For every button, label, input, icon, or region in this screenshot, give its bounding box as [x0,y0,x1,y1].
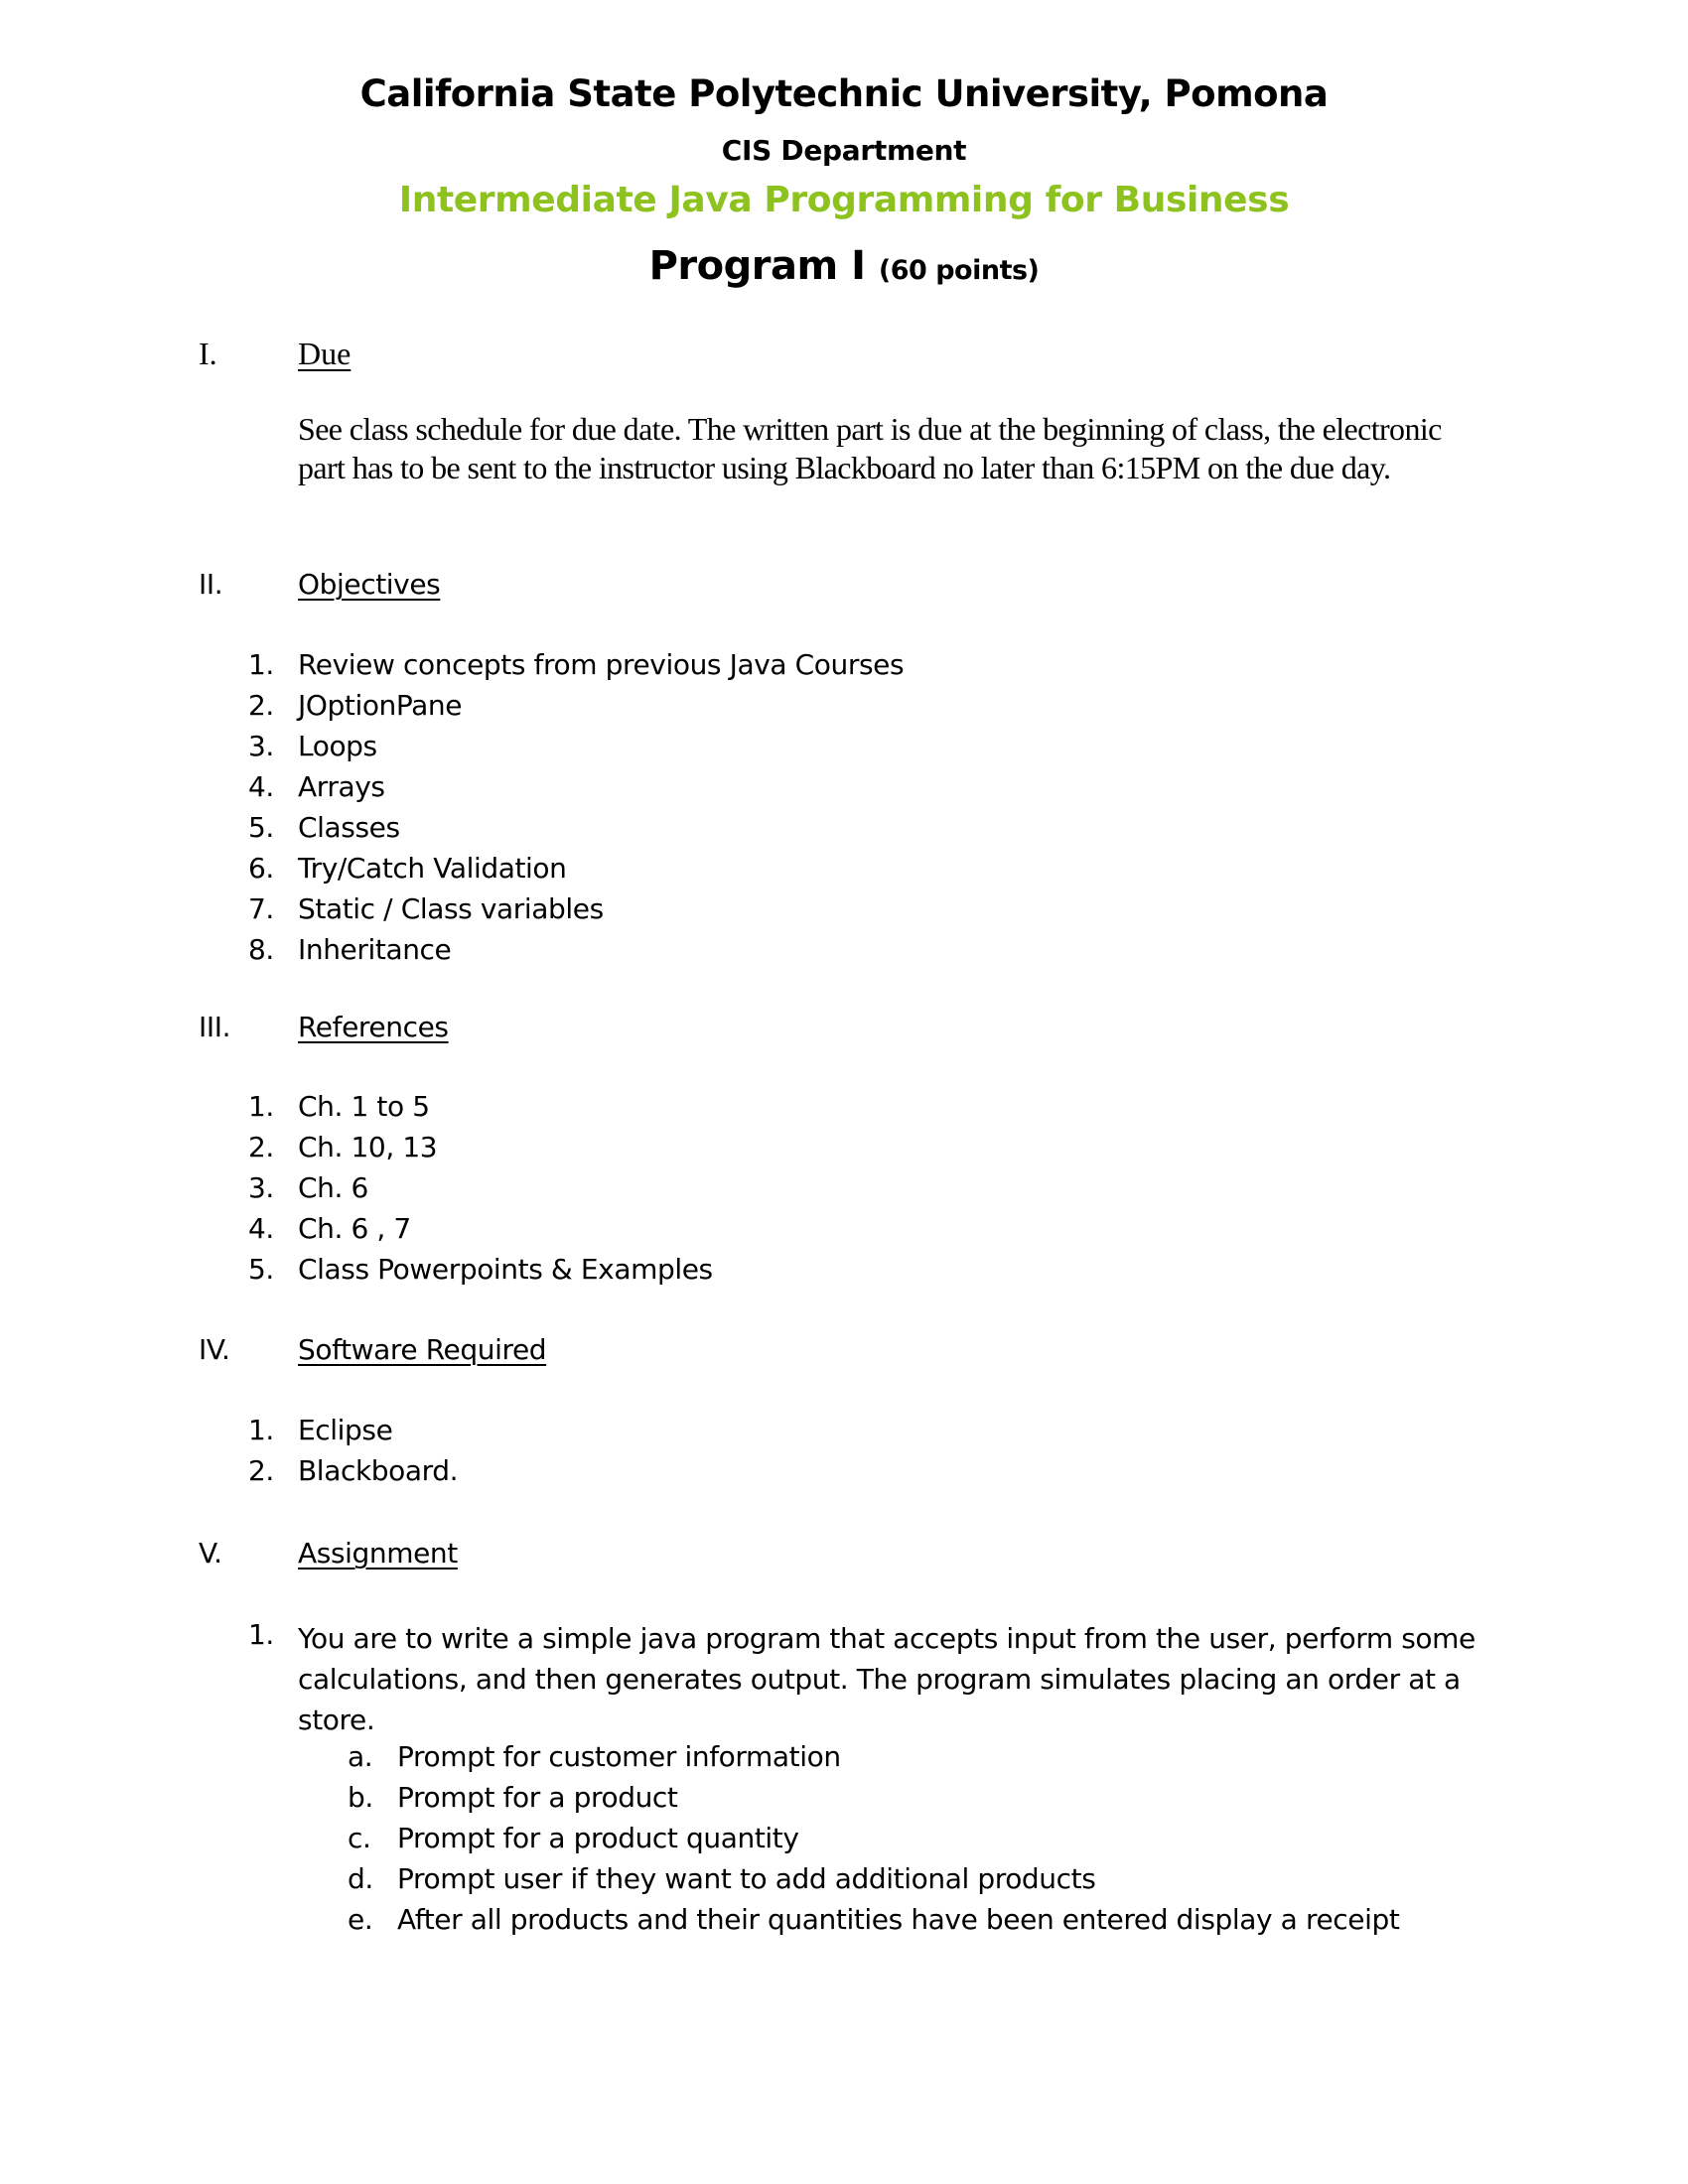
program-name: Program I [648,243,866,289]
due-paragraph: See class schedule for due date. The written part is due at the beginning of class, the electronic part has to be sent to the instructor using Blackboard no later than 6:15PM on the due day. [298,411,1442,485]
item-number: 1. [248,1414,274,1446]
course-title: Intermediate Java Programming for Business [398,180,1290,220]
section-title: Objectives [298,568,441,601]
item-number: 4. [248,1212,274,1245]
item-text: Static / Class variables [298,892,604,925]
item-letter: d. [348,1862,373,1895]
item-text: You are to write a simple java program that accepts input from the user, perform some calculations, and then generates output. The program simulates placing an order at a store. [298,1622,1476,1736]
item-text: After all products and their quantities have been entered display a receipt [397,1903,1400,1936]
item-text: Ch. 10, 13 [298,1131,438,1163]
item-number: 1. [248,648,274,681]
program-points: (60 points) [878,255,1040,286]
section-numeral: II. [199,568,223,601]
section-title: References [298,1011,449,1043]
program-title [0,243,1688,289]
item-number: 2. [248,1131,274,1163]
item-text: Ch. 1 to 5 [298,1090,430,1123]
item-text: Ch. 6 , 7 [298,1212,411,1245]
section-title: Assignment [298,1537,458,1570]
item-text: Prompt for a product [397,1781,678,1814]
item-number: 1. [248,1090,274,1123]
section-numeral: I. [199,336,217,371]
item-number: 5. [248,811,274,844]
item-number: 2. [248,1454,274,1487]
item-text: Ch. 6 [298,1171,368,1204]
item-number: 1. [248,1618,274,1651]
item-number: 5. [248,1253,274,1286]
item-number: 8. [248,933,274,966]
item-number: 4. [248,770,274,803]
item-text: JOptionPane [298,689,463,722]
item-text: Prompt for customer information [397,1740,841,1773]
item-number: 2. [248,689,274,722]
item-letter: b. [348,1781,373,1814]
item-text: Prompt for a product quantity [397,1822,799,1854]
item-number: 3. [248,730,274,762]
item-letter: c. [348,1822,371,1854]
item-text: Classes [298,811,400,844]
item-text: Review concepts from previous Java Courses [298,648,905,681]
section-title: Due [298,336,352,371]
section-numeral: IV. [199,1333,230,1366]
item-text: Inheritance [298,933,452,966]
item-letter: a. [348,1740,373,1773]
item-text: Try/Catch Validation [298,852,567,885]
section-title: Software Required [298,1333,547,1366]
item-number: 6. [248,852,274,885]
item-number: 7. [248,892,274,925]
item-text: Eclipse [298,1414,393,1446]
department-title: CIS Department [721,134,967,167]
item-number: 3. [248,1171,274,1204]
section-numeral: V. [199,1537,222,1570]
item-letter: e. [348,1903,373,1936]
item-text: Arrays [298,770,385,803]
section-numeral: III. [199,1011,231,1043]
item-text: Blackboard. [298,1454,459,1487]
item-text: Class Powerpoints & Examples [298,1253,713,1286]
item-text: Loops [298,730,377,762]
item-text: Prompt user if they want to add additional products [397,1862,1096,1895]
university-title: California State Polytechnic University, Pomona [359,72,1329,115]
